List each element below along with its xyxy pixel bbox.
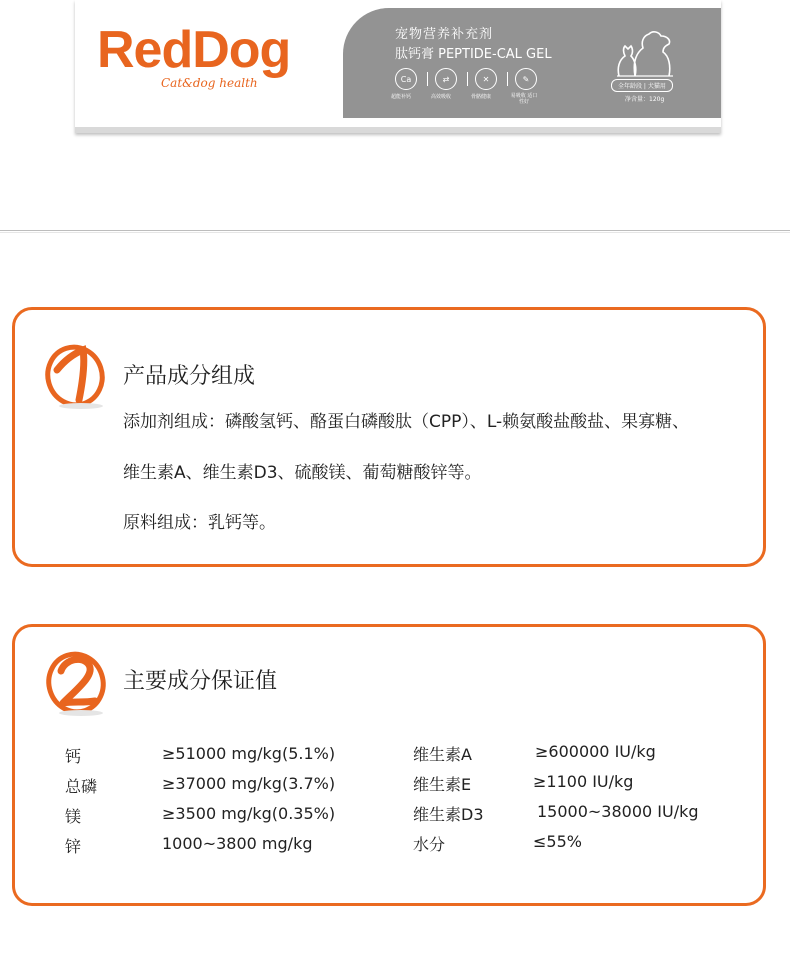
spec-value: 1000~3800 mg/kg [162, 834, 313, 853]
raw-material-composition: 原料组成：乳钙等。 [123, 513, 276, 533]
product-name: 肽钙膏 PEPTIDE-CAL GEL [395, 47, 552, 62]
feature-divider [507, 72, 508, 86]
feature-label: 易吸收 适口性好 [510, 93, 538, 105]
spec-value: ≥600000 IU/kg [535, 742, 656, 761]
spec-value: ≥51000 mg/kg(5.1%) [162, 744, 336, 763]
spec-name: 维生素D3 [413, 805, 484, 824]
cat-dog-icon [613, 26, 683, 78]
number-two-icon [43, 647, 115, 719]
feature-icons [391, 66, 551, 111]
number-one-icon [43, 340, 115, 412]
banner-stripe [75, 127, 721, 133]
feature-label: 超能补钙 [391, 94, 412, 100]
spec-row [65, 744, 365, 764]
absorb-icon: ⇄ [435, 68, 457, 90]
spec-value: ≥37000 mg/kg(3.7%) [162, 774, 336, 793]
ca-icon: Ca [395, 68, 417, 90]
feature-divider [427, 72, 428, 86]
product-banner [75, 0, 721, 133]
spec-value: 15000~38000 IU/kg [537, 802, 699, 821]
feature-label: 高效吸收 [431, 94, 452, 100]
composition-card [12, 307, 766, 567]
spec-row [65, 804, 365, 824]
age-badge: 全年龄段 | 犬猫用 [611, 79, 673, 92]
spec-value: ≥1100 IU/kg [533, 772, 634, 791]
brand-logo: RedDog [97, 21, 291, 79]
spec-name: 维生素A [413, 745, 472, 764]
guaranteed-values-card [12, 624, 766, 906]
taste-icon: ✎ [515, 68, 537, 90]
feature-label: 骨骼健康 [471, 94, 492, 100]
brand-tagline: Cat&dog health [161, 76, 258, 90]
spec-row [413, 742, 743, 762]
spec-row [413, 772, 743, 792]
spec-name: 钙 [65, 747, 82, 766]
composition-title: 产品成分组成 [123, 364, 256, 389]
spec-row [65, 834, 365, 854]
additive-composition-line1: 添加剂组成：磷酸氢钙、酪蛋白磷酸肽（CPP）、L-赖氨酸盐酸盐、果寡糖、 [123, 412, 690, 432]
bone-icon: ✕ [475, 68, 497, 90]
spec-value: ≤55% [533, 832, 582, 851]
spec-value: ≥3500 mg/kg(0.35%) [162, 804, 336, 823]
spec-name: 总磷 [65, 777, 98, 796]
additive-composition-line2: 维生素A、维生素D3、硫酸镁、葡萄糖酸锌等。 [123, 463, 482, 483]
product-category: 宠物营养补充剂 [395, 27, 494, 42]
guaranteed-values-title: 主要成分保证值 [123, 669, 278, 694]
spec-row [65, 774, 365, 794]
spec-name: 维生素E [413, 775, 472, 794]
feature-divider [467, 72, 468, 86]
spec-name: 锌 [65, 837, 82, 856]
net-weight: 净含量：120g [625, 96, 665, 103]
spec-name: 水分 [413, 835, 446, 854]
spec-name: 镁 [65, 807, 82, 826]
product-label-panel [343, 8, 721, 118]
spec-row [413, 802, 743, 822]
spec-row [413, 832, 743, 852]
section-divider [0, 230, 790, 233]
